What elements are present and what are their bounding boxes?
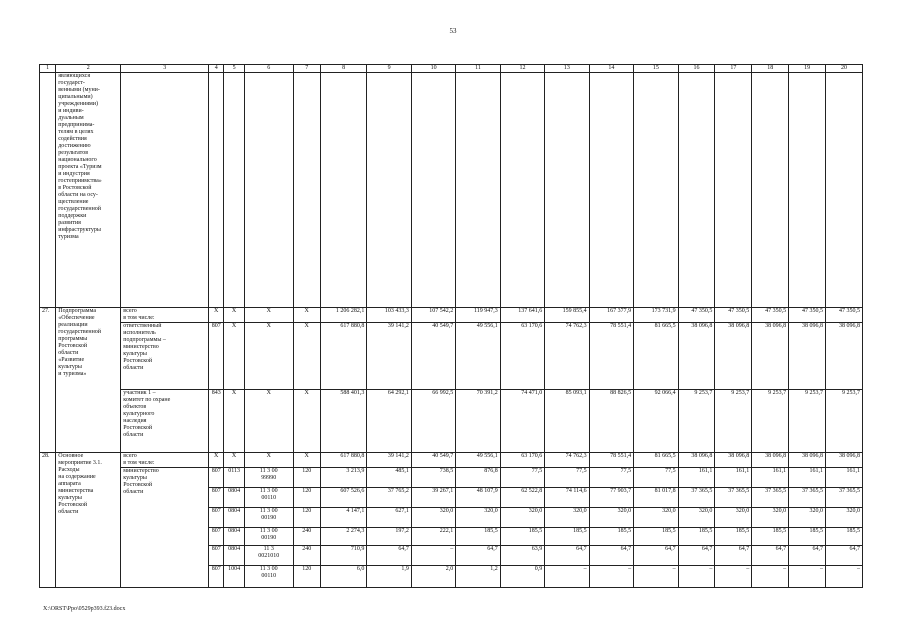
code-cell: 120	[293, 566, 320, 588]
code-cell: 807	[209, 323, 224, 390]
code-cell: X	[293, 323, 320, 390]
code-cell: X	[244, 390, 293, 453]
value-cell: 485,1	[367, 468, 411, 488]
column-number: 1	[40, 65, 56, 73]
value-cell: 103 433,3	[367, 308, 411, 323]
column-number: 16	[678, 65, 715, 73]
value-cell: 185,5	[789, 528, 826, 546]
value-cell: 185,5	[715, 528, 752, 546]
value-cell: 161,1	[789, 468, 826, 488]
code-cell: X	[244, 323, 293, 390]
value-cell: 2,0	[411, 566, 455, 588]
value-cell: 38 096,8	[826, 323, 863, 390]
code-cell: 11 3 00 00190	[244, 508, 293, 528]
value-cell: 70 391,2	[456, 390, 500, 453]
value-cell: 320,0	[589, 508, 633, 528]
value-cell: 74 762,3	[545, 453, 589, 468]
value-cell: 77,5	[500, 468, 544, 488]
value-cell: 9 253,7	[715, 390, 752, 453]
value-cell: 40 549,7	[411, 323, 455, 390]
value-cell: 78 551,4	[589, 453, 633, 468]
code-cell: X	[224, 323, 245, 390]
value-cell: 40 549,7	[411, 453, 455, 468]
column-number: 11	[456, 65, 500, 73]
value-cell: 64,7	[634, 546, 678, 566]
value-cell: 37 365,5	[678, 488, 715, 508]
value-cell: 9 253,7	[752, 390, 789, 453]
value-cell: 64,7	[715, 546, 752, 566]
value-cell: 167 377,9	[589, 308, 633, 323]
value-cell: –	[752, 566, 789, 588]
row-27	[40, 308, 863, 323]
value-cell: 62 522,8	[500, 488, 544, 508]
code-cell: 807	[209, 546, 224, 566]
value-cell: 617 880,8	[320, 453, 367, 468]
column-number: 14	[589, 65, 633, 73]
value-cell: –	[411, 546, 455, 566]
value-cell: 4 147,1	[320, 508, 367, 528]
value-cell: 588 401,3	[320, 390, 367, 453]
row-27	[40, 323, 863, 390]
value-cell: 9 253,7	[678, 390, 715, 453]
column-number: 12	[500, 65, 544, 73]
executor: всего в том числе:	[121, 308, 209, 323]
value-cell: 77,5	[545, 468, 589, 488]
code-cell: X	[293, 453, 320, 468]
code-cell: 807	[209, 528, 224, 546]
table-cell	[545, 73, 589, 308]
table-cell	[244, 73, 293, 308]
value-cell: 627,1	[367, 508, 411, 528]
value-cell: 38 096,8	[715, 323, 752, 390]
value-cell: 320,0	[715, 508, 752, 528]
code-cell: X	[224, 308, 245, 323]
code-cell: 120	[293, 488, 320, 508]
value-cell: 0,9	[500, 566, 544, 588]
value-cell: 738,5	[411, 468, 455, 488]
table-cell	[411, 73, 455, 308]
value-cell: 37 365,5	[789, 488, 826, 508]
code-cell: 1004	[224, 566, 245, 588]
value-cell: 39 141,2	[367, 453, 411, 468]
code-cell: 843	[209, 390, 224, 453]
value-cell: 92 066,4	[634, 390, 678, 453]
code-cell: 11 3 00 99990	[244, 468, 293, 488]
value-cell: 38 096,8	[752, 323, 789, 390]
table-cell	[500, 73, 544, 308]
value-cell: –	[634, 566, 678, 588]
table-cell	[789, 73, 826, 308]
value-cell: 6,0	[320, 566, 367, 588]
budget-table	[39, 64, 863, 588]
value-cell: 74 114,6	[545, 488, 589, 508]
value-cell: 38 096,8	[789, 453, 826, 468]
item-name: являющихся государст- венными (муни- ципальными) учреждениями) и индиви- дуальным предпринима- телям в целях содействия достижению результатов национального проекта «Туризм и индустрия гостеприимства» в Ростовской области на осу- ществление государственной поддержки развития инфраструктуры туризма	[56, 73, 121, 308]
continuation-row	[40, 73, 863, 308]
value-cell: 159 855,4	[545, 308, 589, 323]
code-cell: X	[224, 390, 245, 453]
value-cell: 107 542,2	[411, 308, 455, 323]
column-number: 19	[789, 65, 826, 73]
column-number: 13	[545, 65, 589, 73]
column-number: 18	[752, 65, 789, 73]
value-cell: –	[715, 566, 752, 588]
value-cell: 320,0	[500, 508, 544, 528]
table-cell	[678, 73, 715, 308]
code-cell: 11 3 00 00190	[244, 528, 293, 546]
value-cell: –	[589, 566, 633, 588]
table-cell	[121, 73, 209, 308]
row-number: 28.	[40, 453, 56, 588]
value-cell: 9 253,7	[789, 390, 826, 453]
table-cell	[634, 73, 678, 308]
code-cell: 0804	[224, 546, 245, 566]
value-cell: 710,9	[320, 546, 367, 566]
value-cell: 185,5	[589, 528, 633, 546]
value-cell: 37 365,5	[752, 488, 789, 508]
table-cell	[826, 73, 863, 308]
row-28-line	[40, 468, 863, 488]
code-cell: 0113	[224, 468, 245, 488]
table-cell	[589, 73, 633, 308]
value-cell: 81 665,5	[634, 323, 678, 390]
value-cell: 39 267,1	[411, 488, 455, 508]
value-cell: –	[826, 566, 863, 588]
value-cell: 47 350,5	[715, 308, 752, 323]
code-cell: 807	[209, 566, 224, 588]
value-cell: 1,2	[456, 566, 500, 588]
value-cell: 64 292,1	[367, 390, 411, 453]
value-cell: 38 096,8	[752, 453, 789, 468]
value-cell: 197,2	[367, 528, 411, 546]
value-cell: 64,7	[826, 546, 863, 566]
column-number: 15	[634, 65, 678, 73]
value-cell: 320,0	[752, 508, 789, 528]
value-cell: 63,9	[500, 546, 544, 566]
value-cell: 64,7	[545, 546, 589, 566]
value-cell: 320,0	[826, 508, 863, 528]
code-cell: X	[209, 453, 224, 468]
value-cell: 85 093,1	[545, 390, 589, 453]
item-name: Основное мероприятие 3.1. Расходы на содержание аппарата министерства культуры Ростовской области	[56, 453, 121, 588]
table-cell	[40, 73, 56, 308]
table-cell	[209, 73, 224, 308]
value-cell: 64,7	[456, 546, 500, 566]
code-cell: X	[244, 308, 293, 323]
item-name: Подпрограмма «Обеспечение реализации государственной программы Ростовской области «Развитие культуры и туризма»	[56, 308, 121, 453]
table-cell	[224, 73, 245, 308]
value-cell: 161,1	[715, 468, 752, 488]
table-cell	[752, 73, 789, 308]
value-cell: 185,5	[752, 528, 789, 546]
value-cell: 320,0	[678, 508, 715, 528]
value-cell: 38 096,8	[789, 323, 826, 390]
code-cell: 11 3 00 00110	[244, 566, 293, 588]
column-number: 17	[715, 65, 752, 73]
executor: министерство культуры Ростовской области	[121, 468, 209, 588]
value-cell: 185,5	[634, 528, 678, 546]
value-cell: 185,5	[826, 528, 863, 546]
value-cell: 173 731,9	[634, 308, 678, 323]
value-cell: 222,1	[411, 528, 455, 546]
value-cell: 185,5	[678, 528, 715, 546]
value-cell: 47 350,5	[752, 308, 789, 323]
column-number: 9	[367, 65, 411, 73]
executor: ответственный исполнитель подпрограммы – министерство культуры Ростовской области	[121, 323, 209, 390]
column-number: 10	[411, 65, 455, 73]
value-cell: 63 170,6	[500, 453, 544, 468]
code-cell: 11 3 00 00110	[244, 488, 293, 508]
value-cell: 1 206 282,1	[320, 308, 367, 323]
table-cell	[456, 73, 500, 308]
value-cell: 78 551,4	[589, 323, 633, 390]
file-path: X:\ORST\Ppo\0529p393.f23.docx	[43, 606, 126, 612]
page-number: 53	[449, 27, 457, 35]
value-cell: 320,0	[545, 508, 589, 528]
value-cell: 38 096,8	[715, 453, 752, 468]
value-cell: 37 365,5	[715, 488, 752, 508]
value-cell: 38 096,8	[678, 453, 715, 468]
value-cell: 88 826,5	[589, 390, 633, 453]
value-cell: 77 903,7	[589, 488, 633, 508]
value-cell: 9 253,7	[826, 390, 863, 453]
column-number: 3	[121, 65, 209, 73]
value-cell: 47 350,5	[678, 308, 715, 323]
value-cell: –	[678, 566, 715, 588]
value-cell: 1,9	[367, 566, 411, 588]
value-cell: 64,7	[678, 546, 715, 566]
code-cell: 120	[293, 508, 320, 528]
code-cell: 807	[209, 468, 224, 488]
value-cell: 38 096,8	[826, 453, 863, 468]
value-cell: 63 170,6	[500, 323, 544, 390]
value-cell: 37 765,2	[367, 488, 411, 508]
value-cell: 77,5	[589, 468, 633, 488]
column-number: 20	[826, 65, 863, 73]
code-cell: 120	[293, 468, 320, 488]
value-cell: 66 992,5	[411, 390, 455, 453]
column-number: 4	[209, 65, 224, 73]
column-number: 6	[244, 65, 293, 73]
column-number: 7	[293, 65, 320, 73]
value-cell: 47 350,5	[826, 308, 863, 323]
value-cell: 320,0	[789, 508, 826, 528]
code-cell: X	[209, 308, 224, 323]
value-cell: 161,1	[752, 468, 789, 488]
column-number: 5	[224, 65, 245, 73]
value-cell: 3 213,9	[320, 468, 367, 488]
value-cell: 64,7	[367, 546, 411, 566]
value-cell: 64,7	[789, 546, 826, 566]
executor: участник 1 – комитет по охране объектов культурного наследия Ростовской области	[121, 390, 209, 453]
header-row	[40, 65, 863, 73]
value-cell: 617 880,8	[320, 323, 367, 390]
value-cell: 48 107,9	[456, 488, 500, 508]
value-cell: 320,0	[411, 508, 455, 528]
value-cell: 74 762,3	[545, 323, 589, 390]
code-cell: 0804	[224, 488, 245, 508]
table-cell	[715, 73, 752, 308]
value-cell: 607 526,6	[320, 488, 367, 508]
code-cell: 807	[209, 508, 224, 528]
value-cell: 320,0	[634, 508, 678, 528]
executor: всего в том числе:	[121, 453, 209, 468]
code-cell: X	[224, 453, 245, 468]
value-cell: 185,5	[500, 528, 544, 546]
row-27	[40, 390, 863, 453]
table-cell	[367, 73, 411, 308]
value-cell: 47 350,5	[789, 308, 826, 323]
row-28	[40, 453, 863, 468]
value-cell: 64,7	[752, 546, 789, 566]
column-number: 2	[56, 65, 121, 73]
value-cell: 137 641,6	[500, 308, 544, 323]
code-cell: 0804	[224, 508, 245, 528]
value-cell: 320,0	[456, 508, 500, 528]
value-cell: 161,1	[678, 468, 715, 488]
value-cell: 49 556,1	[456, 453, 500, 468]
code-cell: 240	[293, 546, 320, 566]
value-cell: –	[545, 566, 589, 588]
table-cell	[293, 73, 320, 308]
code-cell: X	[293, 308, 320, 323]
value-cell: 39 141,2	[367, 323, 411, 390]
value-cell: 81 017,8	[634, 488, 678, 508]
value-cell: 49 556,1	[456, 323, 500, 390]
value-cell: 64,7	[589, 546, 633, 566]
code-cell: 240	[293, 528, 320, 546]
value-cell: 161,1	[826, 468, 863, 488]
code-cell: X	[244, 453, 293, 468]
value-cell: 81 665,5	[634, 453, 678, 468]
value-cell: 37 365,5	[826, 488, 863, 508]
code-cell: 11 3 0021010	[244, 546, 293, 566]
value-cell: 185,5	[545, 528, 589, 546]
value-cell: 77,5	[634, 468, 678, 488]
code-cell: X	[293, 390, 320, 453]
column-number: 8	[320, 65, 367, 73]
value-cell: 2 274,3	[320, 528, 367, 546]
code-cell: 0804	[224, 528, 245, 546]
value-cell: –	[789, 566, 826, 588]
table-cell	[320, 73, 367, 308]
row-number: 27.	[40, 308, 56, 453]
code-cell: 807	[209, 488, 224, 508]
value-cell: 74 471,0	[500, 390, 544, 453]
value-cell: 119 947,3	[456, 308, 500, 323]
value-cell: 38 096,8	[678, 323, 715, 390]
value-cell: 876,8	[456, 468, 500, 488]
value-cell: 185,5	[456, 528, 500, 546]
